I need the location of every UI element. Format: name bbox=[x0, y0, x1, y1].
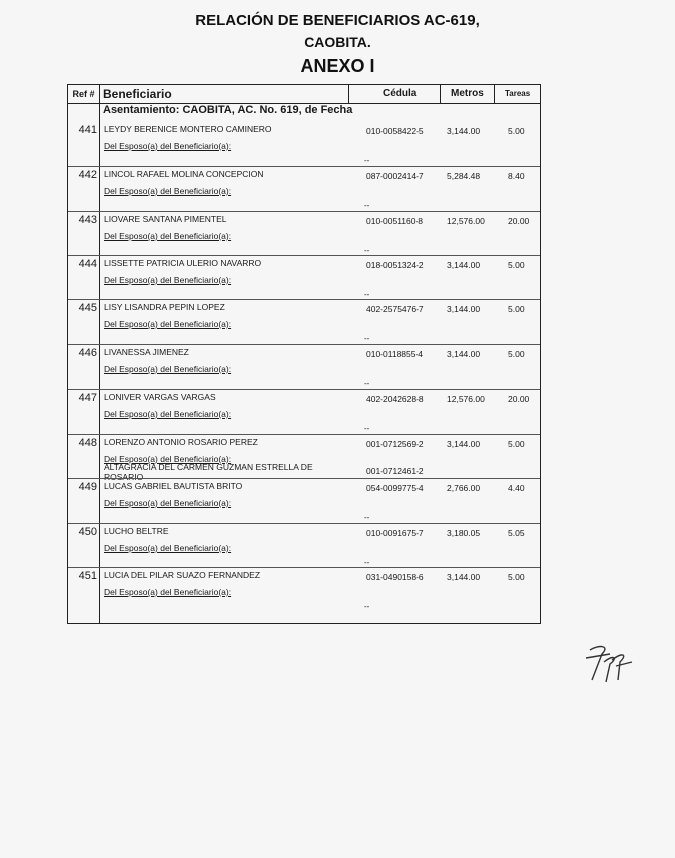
beneficiary-name: LUCIA DEL PILAR SUAZO FERNANDEZ bbox=[104, 570, 261, 580]
tareas-value: 5.00 bbox=[508, 572, 525, 582]
table-row bbox=[68, 344, 540, 389]
header-cedula: Cédula bbox=[383, 88, 417, 99]
spouse-label: Del Esposo(a) del Beneficiario(a): bbox=[104, 319, 232, 329]
beneficiary-cedula: 001-0712569-2 bbox=[366, 439, 424, 449]
metros-value: 3,144.00 bbox=[447, 439, 481, 449]
header-beneficiario: Beneficiario bbox=[103, 87, 172, 101]
beneficiary-cedula: 010-0118855-4 bbox=[366, 349, 424, 359]
table-row bbox=[68, 211, 540, 256]
row-ref: 450 bbox=[78, 526, 97, 538]
spouse-cedula-empty: -- bbox=[364, 602, 370, 611]
table-row bbox=[68, 523, 540, 568]
page-subtitle: CAOBITA. bbox=[304, 34, 371, 50]
spouse-cedula-empty: -- bbox=[364, 424, 370, 433]
spouse-cedula-empty: -- bbox=[364, 290, 370, 299]
table-row bbox=[68, 299, 540, 344]
spouse-label: Del Esposo(a) del Beneficiario(a): bbox=[104, 186, 232, 196]
header-tareas: Tareas bbox=[505, 89, 531, 98]
spouse-label: Del Esposo(a) del Beneficiario(a): bbox=[104, 409, 232, 419]
spouse-cedula-empty: -- bbox=[364, 246, 370, 255]
tareas-value: 5.00 bbox=[508, 304, 525, 314]
spouse-cedula-empty: -- bbox=[364, 558, 370, 567]
metros-value: 3,144.00 bbox=[447, 126, 481, 136]
metros-value: 3,180.05 bbox=[447, 528, 481, 538]
spouse-label: Del Esposo(a) del Beneficiario(a): bbox=[104, 543, 232, 553]
beneficiary-cedula: 402-2042628-8 bbox=[366, 394, 424, 404]
spouse-cedula-empty: -- bbox=[364, 156, 370, 165]
spouse-cedula-empty: -- bbox=[364, 201, 370, 210]
beneficiary-name: LIVANESSA JIMENEZ bbox=[104, 347, 189, 357]
tareas-value: 5.00 bbox=[508, 126, 525, 136]
annex-heading: ANEXO I bbox=[300, 56, 375, 76]
row-ref: 445 bbox=[78, 302, 97, 314]
metros-value: 3,144.00 bbox=[447, 572, 481, 582]
spouse-label: Del Esposo(a) del Beneficiario(a): bbox=[104, 587, 232, 597]
table-header bbox=[68, 85, 540, 104]
beneficiary-name: LUCHO BELTRE bbox=[104, 526, 169, 536]
row-ref: 441 bbox=[78, 124, 97, 136]
metros-value: 2,766.00 bbox=[447, 483, 481, 493]
spouse-cedula-empty: -- bbox=[364, 334, 370, 343]
metros-value: 3,144.00 bbox=[447, 304, 481, 314]
table-row bbox=[68, 166, 540, 211]
beneficiary-cedula: 402-2575476-7 bbox=[366, 304, 424, 314]
beneficiary-cedula: 010-0058422-5 bbox=[366, 126, 424, 136]
table-row bbox=[68, 389, 540, 434]
table-row bbox=[68, 434, 540, 482]
beneficiary-name: LUCAS GABRIEL BAUTISTA BRITO bbox=[104, 481, 243, 491]
signature-initials bbox=[580, 640, 640, 684]
row-ref: 442 bbox=[78, 169, 97, 181]
header-divider bbox=[494, 85, 495, 103]
beneficiary-cedula: 087-0002414-7 bbox=[366, 171, 424, 181]
spouse-label: Del Esposo(a) del Beneficiario(a): bbox=[104, 498, 232, 508]
header-metros: Metros bbox=[451, 88, 484, 99]
beneficiaries-table bbox=[67, 84, 541, 624]
row-ref: 443 bbox=[78, 214, 97, 226]
beneficiary-cedula: 031-0490158-6 bbox=[366, 572, 424, 582]
row-ref: 451 bbox=[78, 570, 97, 582]
row-ref: 448 bbox=[78, 437, 97, 449]
tareas-value: 20.00 bbox=[508, 216, 530, 226]
header-divider bbox=[348, 85, 349, 103]
beneficiary-name: LISSETTE PATRICIA ULERIO NAVARRO bbox=[104, 258, 262, 268]
beneficiary-name: LONIVER VARGAS VARGAS bbox=[104, 392, 216, 402]
beneficiary-cedula: 010-0051160-8 bbox=[366, 216, 424, 226]
beneficiary-name: LISY LISANDRA PEPIN LOPEZ bbox=[104, 302, 225, 312]
table-row bbox=[68, 255, 540, 300]
row-ref: 447 bbox=[78, 392, 97, 404]
spouse-label: Del Esposo(a) del Beneficiario(a): bbox=[104, 454, 232, 464]
row-ref: 449 bbox=[78, 481, 97, 493]
spouse-cedula: 001-0712461-2 bbox=[366, 466, 424, 476]
metros-value: 5,284.48 bbox=[447, 171, 481, 181]
beneficiary-name: LINCOL RAFAEL MOLINA CONCEPCION bbox=[104, 169, 264, 179]
page-title: RELACIÓN DE BENEFICIARIOS AC-619, bbox=[195, 12, 480, 29]
row-ref: 446 bbox=[78, 347, 97, 359]
beneficiary-cedula: 018-0051324-2 bbox=[366, 260, 424, 270]
metros-value: 3,144.00 bbox=[447, 260, 481, 270]
beneficiary-cedula: 054-0099775-4 bbox=[366, 483, 424, 493]
settlement-label: Asentamiento: CAOBITA, AC. No. 619, de Fecha bbox=[103, 104, 353, 116]
tareas-value: 20.00 bbox=[508, 394, 530, 404]
tareas-value: 5.00 bbox=[508, 439, 525, 449]
metros-value: 12,576.00 bbox=[447, 216, 485, 226]
table-row bbox=[68, 122, 540, 166]
beneficiary-name: LEYDY BERENICE MONTERO CAMINERO bbox=[104, 124, 272, 134]
tareas-value: 5.05 bbox=[508, 528, 525, 538]
beneficiary-cedula: 010-0091675-7 bbox=[366, 528, 424, 538]
spouse-name: ALTAGRACIA DEL CARMEN GUZMAN ESTRELLA DE ROSARIO bbox=[104, 462, 313, 482]
metros-value: 3,144.00 bbox=[447, 349, 481, 359]
spouse-label: Del Esposo(a) del Beneficiario(a): bbox=[104, 231, 232, 241]
spouse-label: Del Esposo(a) del Beneficiario(a): bbox=[104, 275, 232, 285]
tareas-value: 4.40 bbox=[508, 483, 525, 493]
row-ref: 444 bbox=[78, 258, 97, 270]
spouse-label: Del Esposo(a) del Beneficiario(a): bbox=[104, 141, 232, 151]
table-row bbox=[68, 478, 540, 523]
spouse-cedula-empty: -- bbox=[364, 379, 370, 388]
spouse-label: Del Esposo(a) del Beneficiario(a): bbox=[104, 364, 232, 374]
table-row bbox=[68, 567, 540, 612]
tareas-value: 5.00 bbox=[508, 260, 525, 270]
beneficiary-name: LORENZO ANTONIO ROSARIO PEREZ bbox=[104, 437, 258, 447]
spouse-cedula-empty: -- bbox=[364, 513, 370, 522]
header-divider bbox=[440, 85, 441, 103]
tareas-value: 8.40 bbox=[508, 171, 525, 181]
metros-value: 12,576.00 bbox=[447, 394, 485, 404]
tareas-value: 5.00 bbox=[508, 349, 525, 359]
header-ref: Ref # bbox=[72, 89, 95, 99]
beneficiary-name: LIOVARE SANTANA PIMENTEL bbox=[104, 214, 227, 224]
